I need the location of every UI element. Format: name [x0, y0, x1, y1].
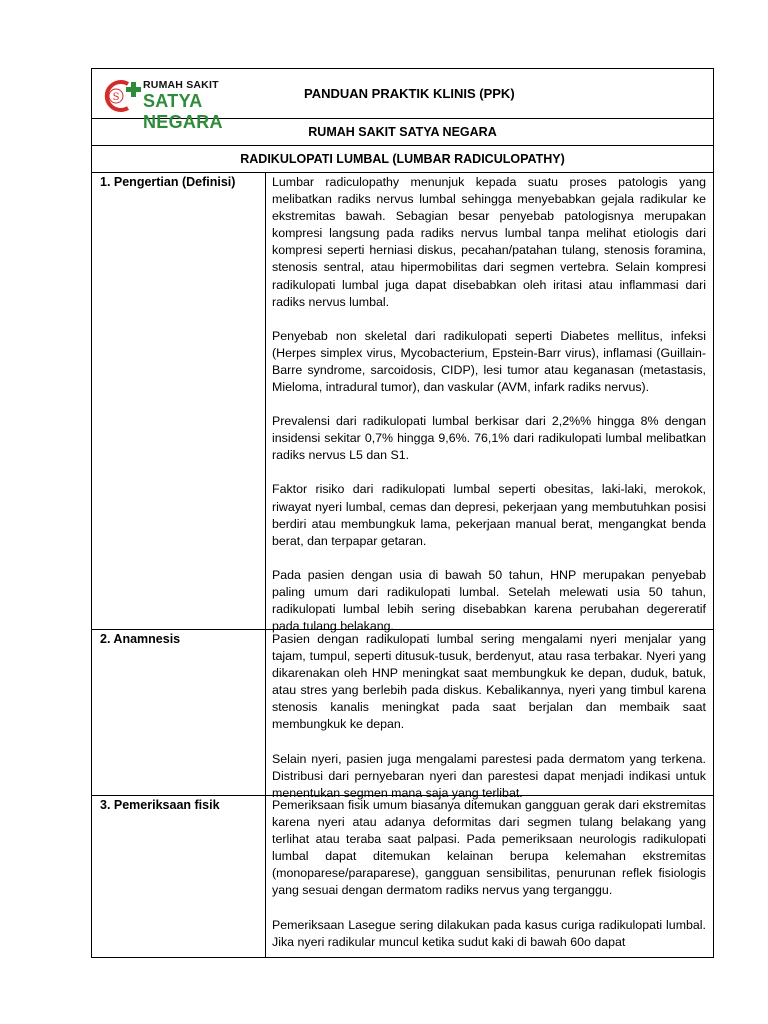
paragraph: Prevalensi dari radikulopati lumbal berkisar dari 2,2%% hingga 8% dengan insidensi sekitar 0,7% hingga 9,6%. 76,1% dari radikulopati lumbal melibatkan radiks nervus L5 dan S1.: [272, 414, 706, 463]
document-header: [92, 69, 713, 132]
section-body: [272, 797, 706, 951]
paragraph: Pemeriksaan Lasegue sering dilakukan pada kasus curiga radikulopati lumbal. Jika nyeri radikular muncul ketika sudut kaki di bawah 60o dapat: [272, 917, 706, 949]
section-physical-exam: [92, 796, 713, 958]
hospital-name: RUMAH SAKIT SATYA NEGARA: [92, 119, 713, 146]
topic-title: RADIKULOPATI LUMBAL (LUMBAR RADICULOPATHY): [92, 146, 713, 173]
hospital-logo-icon: [98, 79, 142, 113]
section-label: 1. Pengertian (Definisi): [100, 175, 236, 189]
section-anamnesis: [92, 630, 713, 800]
paragraph: Pemeriksaan fisik umum biasanya ditemukan gangguan gerak dari ekstremitas karena nyeri atau adanya deformitas dari segmen tulang belakang yang terlihat atau teraba saat palpasi. Pada pemeriksaan neurologis radikulopati lumbal dapat ditemukan kelainan berupa kelemahan ekstremitas (monoparese/paraparese), gangguan sensibilitas, penurunan reflek fisiologis yang sesuai dengan dermatom radiks nervus yang terganggu.: [272, 798, 706, 898]
paragraph: Pasien dengan radikulopati lumbal sering mengalami nyeri menjalar yang tajam, tumpul, seperti ditusuk-tusuk, berdenyut, atau rasa terbakar. Nyeri yang dikarenakan oleh HNP meningkat saat membungkuk ke depan, duduk, batuk, atau stres yang berlebih pada diskus. Kebalikannya, nyeri yang timbul karena stenosis kanalis meningkat pada saat berjalan dan membaik saat membungkuk ke depan.: [272, 632, 706, 732]
section-label: 2. Anamnesis: [100, 632, 181, 646]
section-body: [272, 631, 706, 802]
paragraph: Pada pasien dengan usia di bawah 50 tahun, HNP merupakan penyebab paling umum dari radikulopati lumbal. Setelah melewati usia 50 tahun, radikulopati lumbal lebih sering disebabkan karena perubahan degereratif pada tulang belakang.: [272, 567, 706, 634]
document-title: PANDUAN PRAKTIK KLINIS (PPK): [304, 86, 515, 101]
logo-top-text: RUMAH SAKIT: [143, 79, 219, 91]
paragraph: Faktor risiko dari radikulopati lumbal seperti obesitas, laki-laki, merokok, riwayat nyeri lumbal, cemas dan depresi, pekerjaan yang membutuhkan posisi berdiri atau membungkuk lama, pekerjaan manual berat, mengangkat benda berat, dan terpapar getaran.: [272, 482, 706, 548]
section-label: 3. Pemeriksaan fisik: [100, 798, 220, 812]
hospital-logo: [98, 77, 284, 132]
paragraph: Selain nyeri, pasien juga mengalami parestesi pada dermatom yang terkena. Distribusi dari pernyebaran nyeri dan parestesi dapat menjadi indikasi untuk menentukan segmen mana saja yang terlibat.: [272, 751, 706, 800]
paragraph: Lumbar radiculopathy menunjuk kepada suatu proses patologis yang melibatkan radiks nervus lumbal sehingga menyebabkan gejala radikular ke ekstremitas bawah. Sebagian besar penyebab patologisnya merupakan kompresi langsung pada radiks nervus lumbal tanpa melihat etiologis dari kompresi seperti herniasi diskus, pecahan/patahan tulang, stenosis foramina, stenosis sentral, atau hipermobilitas dari segmen vertebra. Selain kompresi radikulopati lumbal juga dapat disebabkan oleh iritasi atau inflammasi dari radiks nervus lumbal.: [272, 175, 706, 309]
paragraph: Penyebab non skeletal dari radikulopati seperti Diabetes mellitus, infeksi (Herpes simplex virus, Mycobacterium, Epstein-Barr virus), inflamasi (Guillain-Barre syndrome, sarcoidosis, CIDP), lesi tumor atau keganasan (metastasis, Mieloma, intradural tumor), dan vaskular (AVM, infark radiks nervus).: [272, 328, 706, 395]
ppk-document: [91, 68, 714, 958]
logo-main-text: SATYA NEGARA: [143, 91, 223, 132]
section-definition: [92, 173, 713, 634]
section-body: [272, 174, 706, 635]
logo-letter: S: [112, 92, 120, 103]
